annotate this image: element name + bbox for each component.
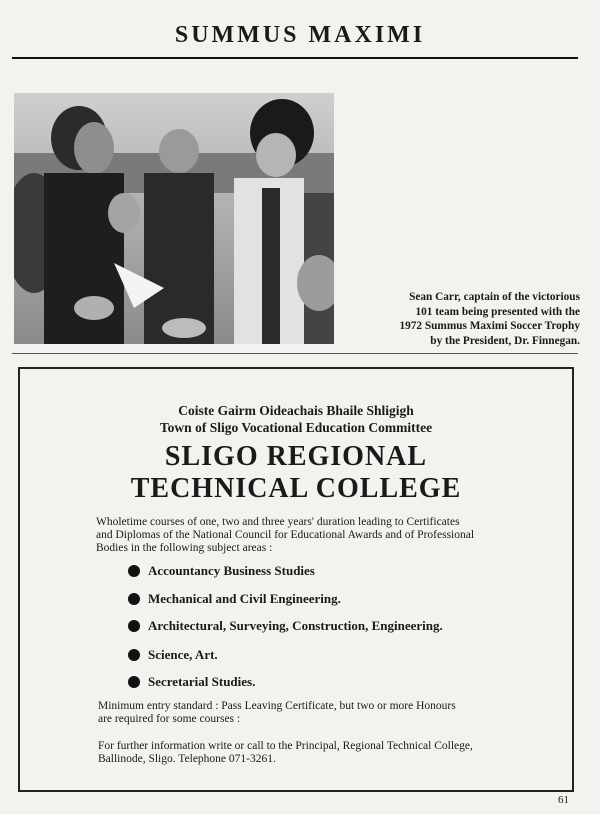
- bullet-icon: [128, 620, 140, 632]
- college-advertisement: [18, 367, 574, 792]
- entry-line: Minimum entry standard : Pass Leaving Certificate, but two or more Honours: [98, 700, 456, 712]
- page-number: 61: [558, 794, 569, 806]
- subject-label: Architectural, Surveying, Construction, Engineering.: [148, 618, 443, 633]
- intro-line: and Diplomas of the National Council for Educational Awards and of Professional: [96, 529, 475, 541]
- trophy-photo: [14, 93, 334, 344]
- college-title-line-2: TECHNICAL COLLEGE: [130, 473, 462, 504]
- page-title: SUMMUS MAXIMI: [174, 22, 426, 48]
- subject-item: [128, 563, 315, 579]
- section-rule: [12, 353, 578, 354]
- contact-line: Ballinode, Sligo. Telephone 071-3261.: [98, 753, 276, 765]
- caption-line: 101 team being presented with the: [415, 305, 580, 318]
- courses-intro: [96, 516, 546, 555]
- committee-english-name: Town of Sligo Vocational Education Committee: [159, 420, 433, 435]
- caption-line: 1972 Summus Maximi Soccer Trophy: [399, 320, 580, 332]
- photo-illustration: [14, 93, 334, 344]
- subject-label: Mechanical and Civil Engineering.: [148, 591, 341, 606]
- intro-line: Bodies in the following subject areas :: [96, 542, 273, 554]
- intro-line: Wholetime courses of one, two and three years' duration leading to Certificates: [96, 516, 460, 528]
- contact-line: For further information write or call to the Principal, Regional Technical College,: [98, 740, 473, 752]
- subject-label: Science, Art.: [148, 647, 218, 662]
- subject-label: Accountancy Business Studies: [148, 563, 315, 578]
- entry-requirements: [98, 700, 538, 726]
- caption-line: Sean Carr, captain of the victorious: [409, 291, 580, 303]
- header-rule: [12, 57, 578, 59]
- entry-line: are required for some courses :: [98, 713, 241, 725]
- photo-caption: [380, 290, 580, 348]
- caption-line: by the President, Dr. Finnegan.: [430, 334, 580, 347]
- subject-item: [128, 618, 443, 634]
- subject-label: Secretarial Studies.: [148, 674, 256, 689]
- contact-information: [98, 740, 538, 766]
- subject-item: [128, 591, 341, 607]
- subject-item: [128, 674, 255, 690]
- bullet-icon: [128, 649, 140, 661]
- committee-irish-name: Coiste Gairm Oideachais Bhaile Shligigh: [178, 403, 414, 418]
- college-title-line-1: SLIGO REGIONAL: [164, 441, 428, 472]
- bullet-icon: [128, 565, 140, 577]
- subject-item: [128, 647, 218, 663]
- bullet-icon: [128, 593, 140, 605]
- bullet-icon: [128, 676, 140, 688]
